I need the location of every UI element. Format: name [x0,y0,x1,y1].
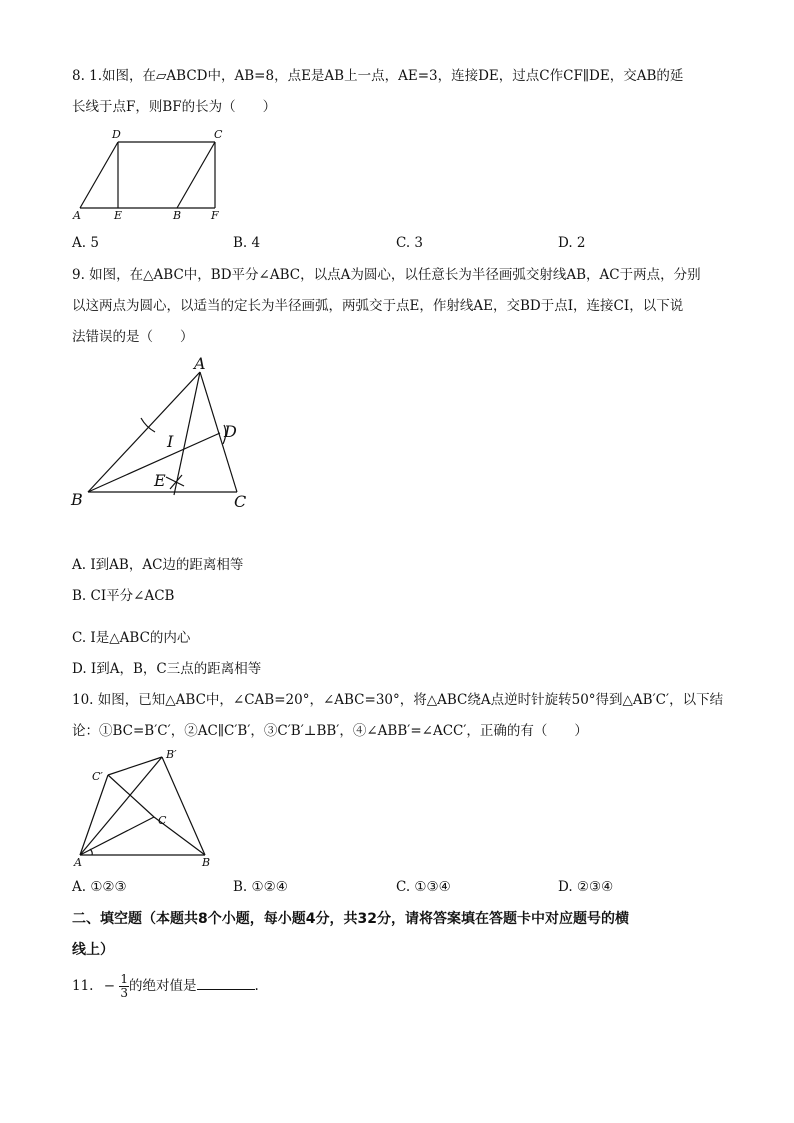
q8-label-b: B [173,209,182,222]
q10-label-b: B [202,856,211,869]
q10-label-c: C [158,814,167,827]
q9-label-c: C [234,492,247,511]
q8-line2: 长线于点F，则BF的长为（ ） [72,99,277,115]
q8-label-f: F [211,209,219,222]
q9-line1: 9. 如图，在△ABC中，BD平分∠ABC，以点A为圆心，以任意长为半径画弧交射线AB，AC于两点，分别 [72,267,701,283]
q11-numerator: 1 [120,972,129,986]
q9-option-d: D. I到A，B，C三点的距离相等 [72,661,262,677]
q9-option-b: B. CI平分∠ACB [72,588,175,604]
q8-option-c: C. 3 [396,235,424,251]
q9-line2: 以这两点为圆心，以适当的定长为半径画弧，两弧交于点E，作射线AE，交BD于点I，连接CI，以下说 [72,298,684,314]
q8-option-d: D. 2 [558,235,586,251]
q10-label-b-prime: B′ [166,748,177,761]
q8-option-a: A. 5 [72,235,99,251]
q10-label-a: A [74,856,82,869]
q10-option-b: B. ①②④ [233,879,288,895]
q9-label-d: D [224,422,237,441]
q11-fraction [119,973,129,1000]
q11-text: 的绝对值是 [129,978,197,994]
q9-option-a: A. I到AB，AC边的距离相等 [72,557,244,573]
q10-option-a: A. ①②③ [72,879,127,895]
q11-period: . [254,978,259,994]
section2-heading-line2: 线上） [72,942,114,958]
q9-figure-triangle [66,355,266,515]
q9-label-i: I [167,432,174,451]
q8-figure-parallelogram [70,126,240,226]
q9-option-c: C. I是△ABC的内心 [72,630,191,646]
q9-label-a: A [194,355,206,373]
q10-label-c-prime: C′ [92,770,103,783]
q11-answer-blank[interactable] [197,975,255,990]
q11-minus-sign: − [103,978,116,994]
q8-label-e: E [114,209,123,222]
q8-label-a: A [73,209,81,222]
q8-option-b: B. 4 [233,235,261,251]
q9-label-e: E [154,471,166,490]
q11-number: 11. [72,978,94,994]
q10-figure-rotation [68,745,228,870]
q9-label-b: B [71,490,83,509]
q8-label-c: C [214,128,223,141]
q8-label-d: D [112,128,121,141]
q10-option-c: C. ①③④ [396,879,451,895]
q11-line [72,968,259,1004]
q9-line3: 法错误的是（ ） [72,329,194,345]
q11-denominator: 3 [120,986,129,1000]
q10-line1: 10. 如图，已知△ABC中，∠CAB=20°，∠ABC=30°，将△ABC绕A点逆时针旋转50°得到△AB′C′，以下结 [72,692,724,708]
q10-line2: 论：①BC=B′C′，②AC∥C′B′，③C′B′⊥BB′，④∠ABB′=∠ACC′，正确的有（ ） [72,723,588,739]
q8-line1: 8. 1.如图，在▱ABCD中，AB=8，点E是AB上一点，AE=3，连接DE，过点C作CF∥DE，交AB的延 [72,68,684,84]
section2-heading-line1: 二、填空题（本题共8个小题，每小题4分，共32分，请将答案填在答题卡中对应题号的横 [72,911,629,927]
q10-option-d: D. ②③④ [558,879,614,895]
